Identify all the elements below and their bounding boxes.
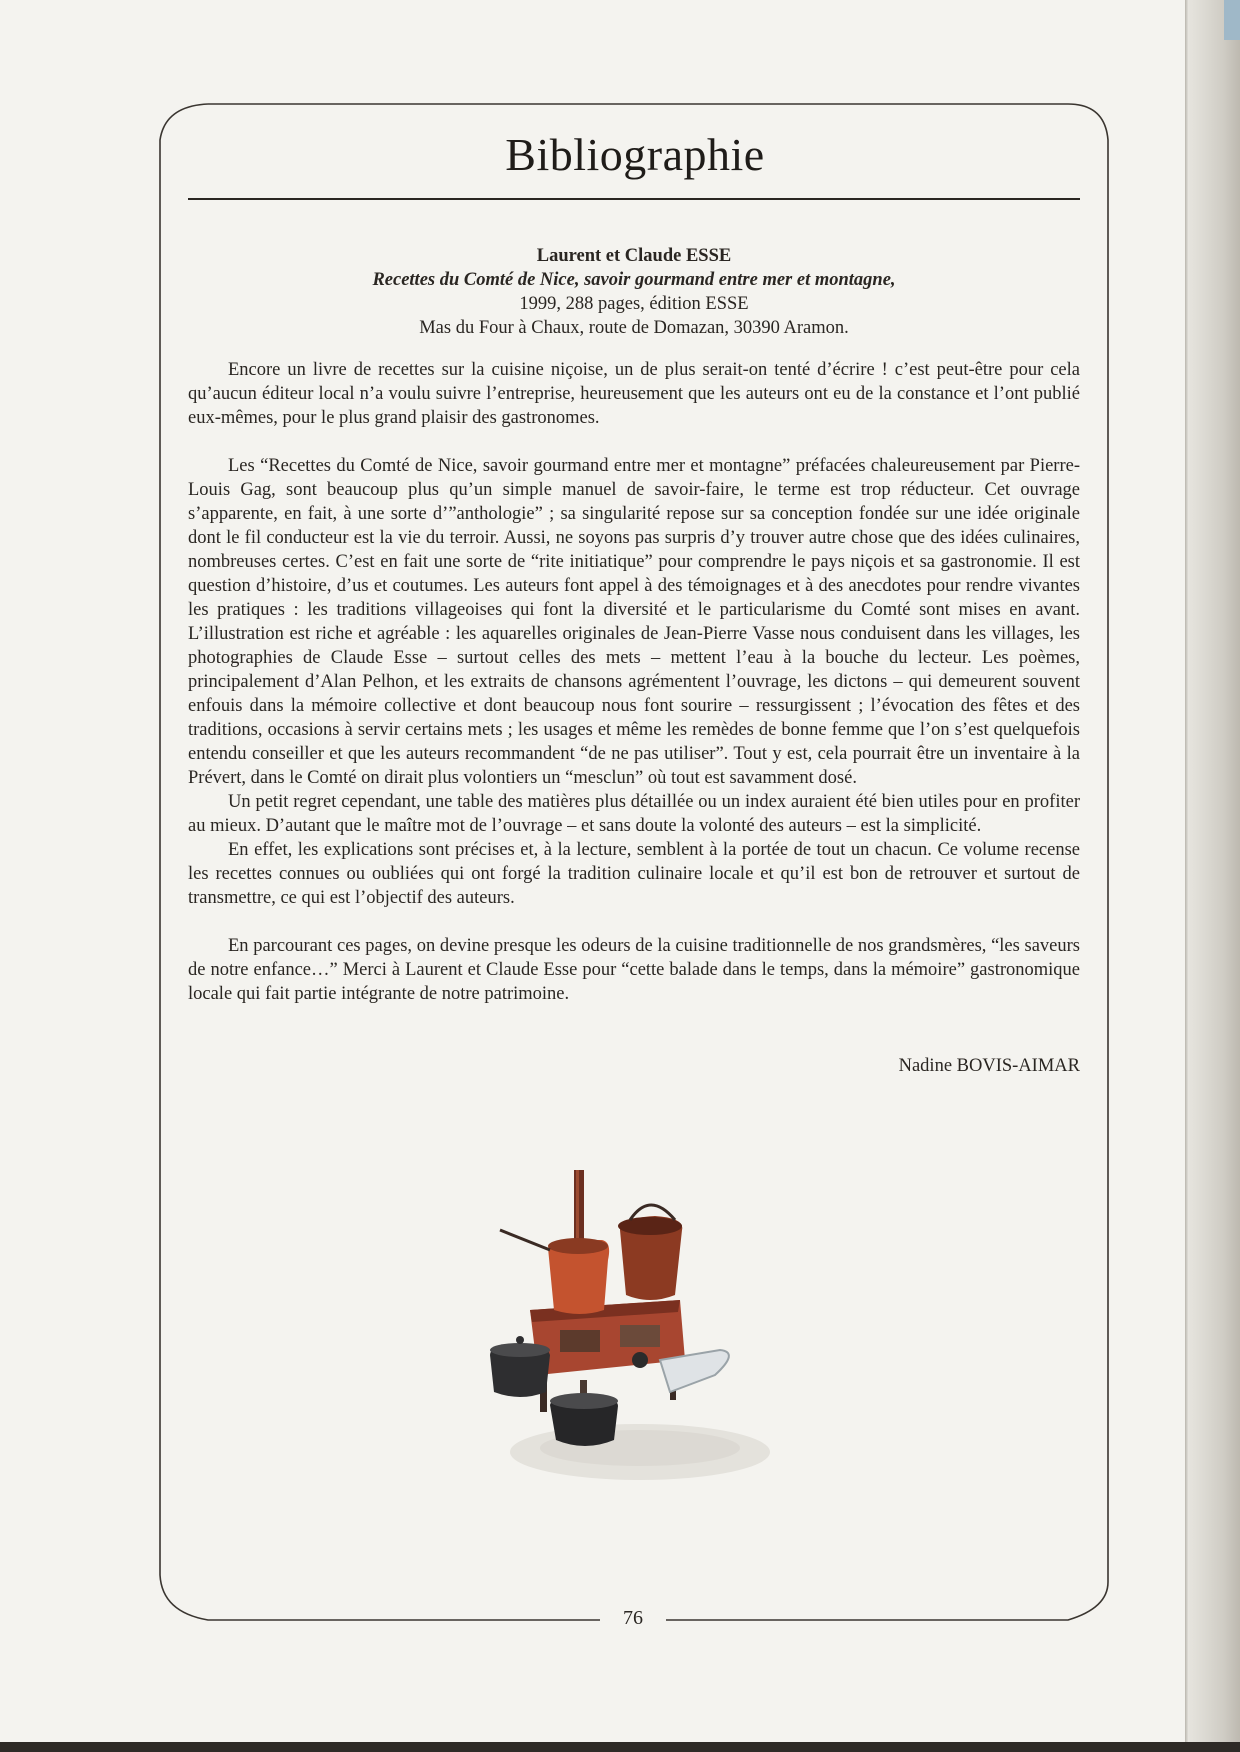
paragraph: Encore un livre de recettes sur la cuisine niçoise, un de plus serait-on tenté d’écrire ! c’est peut-être pour cela qu’aucun éditeur local n’a voulu suivre l’entreprise, heureusement que les auteurs ont eu de la constance et l’ont publié eux-mêmes, pour le plus grand plaisir des gastronomes. [188, 360, 1080, 428]
paragraph: Les “Recettes du Comté de Nice, savoir gourmand entre mer et montagne” préfacées chaleureusement par Pierre-Louis Gag, sont beaucoup plus qu’un simple manuel de savoir-faire, le terme est trop réducteur. Cet ouvrage s’apparente, en fait, à une sorte d’”anthologie” ; sa singularité repose sur sa conception fondée sur une idée originale dont le fil conducteur est la vie du terroir. Aussi, ne soyons pas surpris d’y trouver autre chose que des idées culinaires, nombreuses certes. C’est en fait une sorte de “rite initiatique” pour comprendre le pays niçois et sa gastronomie. Il est question d’histoire, d’us et coutumes. Les auteurs font appel à des témoignages et à des anecdotes pour rendre vivantes les pratiques : les traditions villageoises qui font la diversité et le particularisme du Comté sont mises en avant. L’illustration est riche et agréable : les aquarelles originales de Jean-Pierre Vasse nous conduisent dans les villages, les photographies de Claude Esse – surtout celles des mets – mettent l’eau à la bouche du lecteur. Les poèmes, principalement d’Alan Pelhon, et les extraits de chansons agrémentent l’ouvrage, les dictons – qui demeurent souvent enfouis dans la mémoire collective et dont beaucoup nous font sourire – ressurgissent ; l’évocation des fêtes et des traditions, occasions à servir certains mets ; les usages et même les remèdes de bonne femme que l’on s’est quelquefois entendu conseiller et que les auteurs recommandent “de ne pas utiliser”. Tout y est, cela pourrait être un inventaire à la Prévert, dans le Comté on dirait plus volontiers un “mesclun” où tout est savamment dosé. [188, 456, 1080, 788]
page-number: 76 [600, 1607, 666, 1630]
paragraph: Un petit regret cependant, une table des matières plus détaillée ou un index auraient été bien utiles pour en profiter au mieux. D’autant que le maître mot de l’ouvrage – et sans doute la volonté des auteurs – est la simplicité. [188, 792, 1080, 836]
book-title: Recettes du Comté de Nice, savoir gourmand entre mer et montagne, [372, 270, 896, 290]
book-address: Mas du Four à Chaux, route de Domazan, 30390 Aramon. [419, 318, 849, 338]
title-rule [188, 198, 1080, 200]
review-body [188, 358, 1080, 1006]
book-author: Laurent et Claude ESSE [536, 246, 732, 266]
paragraph: En effet, les explications sont précises et, à la lecture, semblent à la portée de tout un chacun. Ce volume recense les recettes connues ou oubliées qui ont forgé la tradition culinaire locale et qu’il est bon de retrouver et surtout de transmettre, ce qui est l’objectif des auteurs. [188, 840, 1080, 908]
page-title: Bibliographie [505, 129, 765, 180]
book-details: 1999, 288 pages, édition ESSE [519, 294, 749, 314]
stove-with-pots-icon [490, 1160, 780, 1505]
book-reference [188, 244, 1080, 340]
signature: Nadine BOVIS-AIMAR [898, 1056, 1080, 1076]
paragraph: En parcourant ces pages, on devine presque les odeurs de la cuisine traditionnelle de nos grandsmères, “les saveurs de notre enfance…” Merci à Laurent et Claude Esse pour “cette balade dans le temps, dans la mémoire” gastronomique locale qui fait partie intégrante de notre patrimoine. [188, 936, 1080, 1004]
